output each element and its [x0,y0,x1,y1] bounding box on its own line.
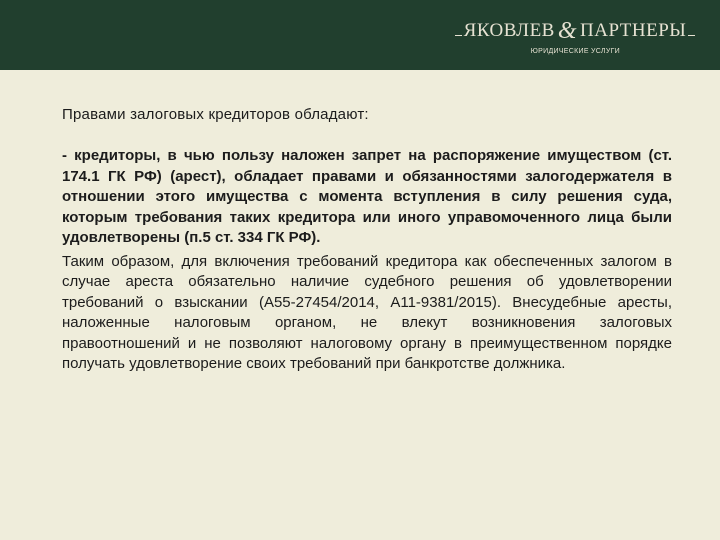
logo-rule-left [455,35,462,36]
slide-content [62,106,672,375]
logo-subtitle: ЮРИДИЧЕСКИЕ УСЛУГИ [530,48,620,55]
logo-ampersand: & [557,17,578,44]
paragraph-creditors: - кредиторы, в чью пользу наложен запрет на распоряжение имуществом (ст. 174.1 ГК РФ) (арест), обладает правами и обязанностями залогодержателя в отношении этого имущества с момента вступления в силу решения суда, которым требования таких кредитора или иного управомоченного лица были удовлетворены (п.5 ст. 334 ГК РФ). [62,147,672,246]
logo-name [455,17,695,44]
header-bar [0,0,720,70]
logo-rule-right [688,35,695,36]
logo-word-right: ПАРТНЕРЫ [580,20,687,41]
logo-word-left: ЯКОВЛЕВ [463,20,555,41]
paragraph-conclusion: Таким образом, для включения требований кредитора как обеспеченных залогом в случае ареста обязательно наличие судебного решения об удовлетворении требований о взыскании (А55-27454/2014, А11-9381/2015). Внесудебные аресты, наложенные налоговым органом, не влекут возникновения залоговых правоотношений и не позволяют налоговому органу в преимущественном порядке получать удовлетворение своих требований при банкротстве должника. [62,252,672,372]
company-logo [455,17,695,66]
page-heading: Правами залоговых кредиторов обладают: [62,106,369,123]
